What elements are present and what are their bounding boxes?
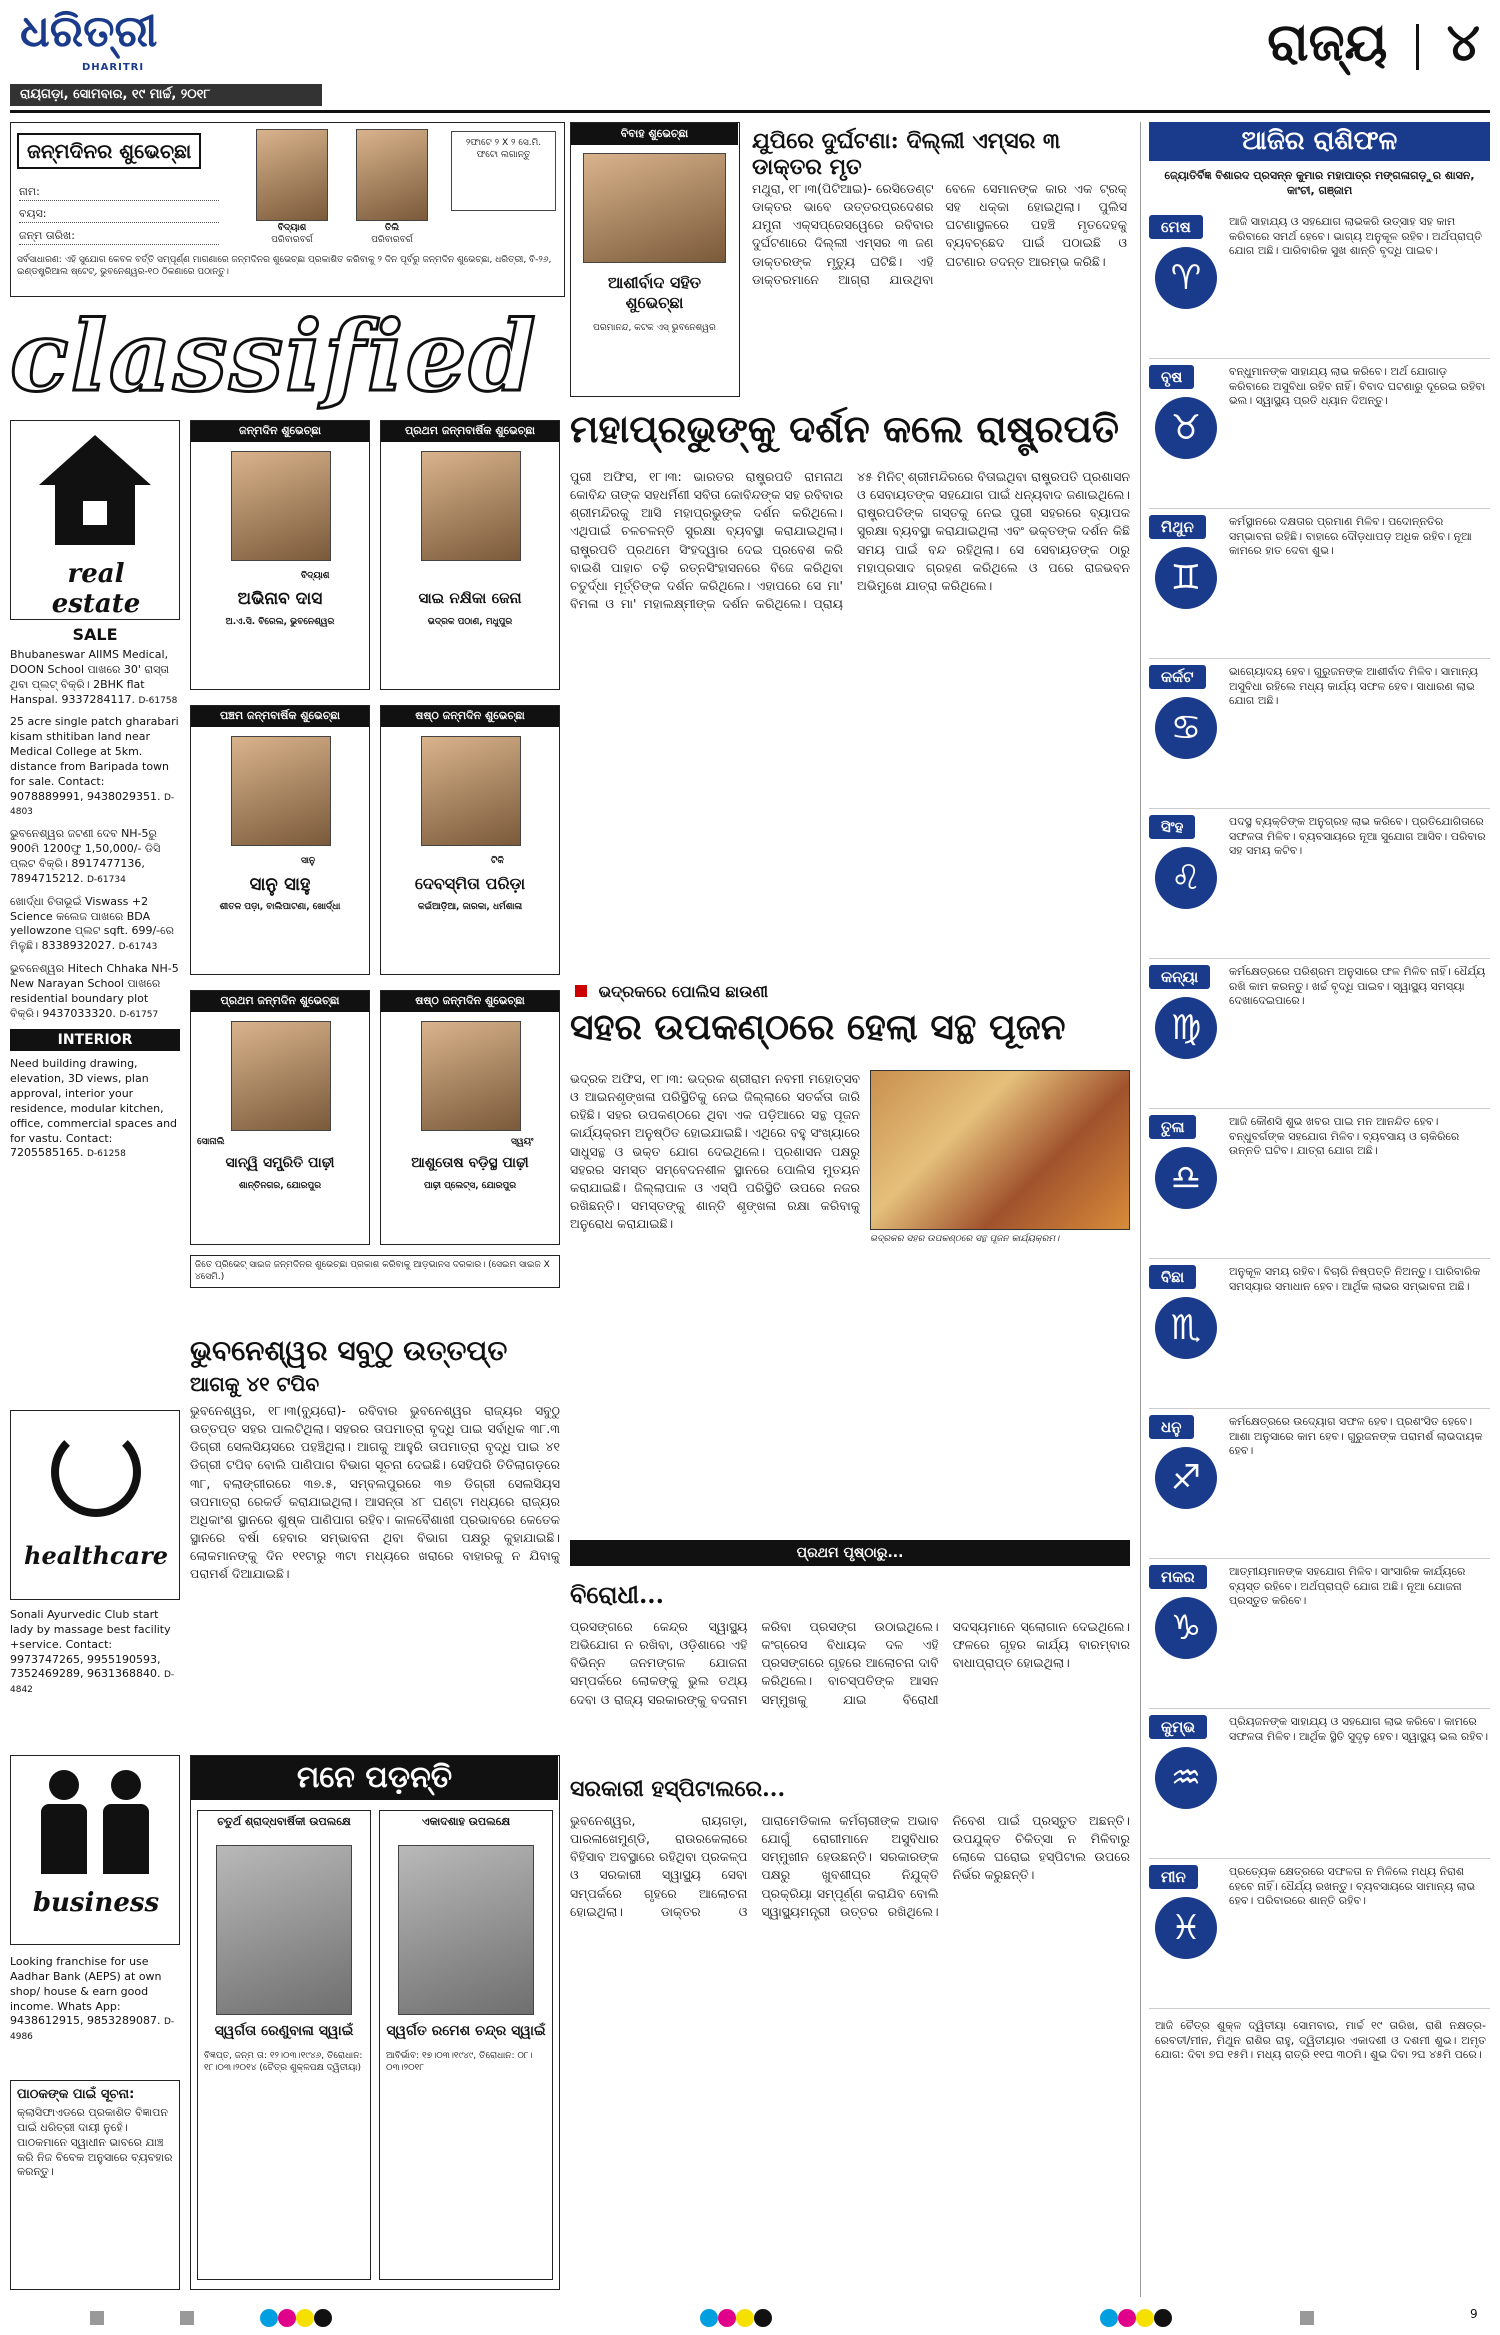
classified-ad-text: 25 acre single patch gharabari kisam sthitiban land near Medical College at 5km. distance from Baripada town for sale. Contact: 9078889991, 9438029351.	[10, 715, 179, 803]
story3-photo	[870, 1070, 1130, 1230]
greeting-tag: ଟିକି	[491, 856, 504, 866]
rashi-text: ଆତ୍ମୀୟମାନଙ୍କ ସହଯୋଗ ମିଳିବ। ସାଂସାରିକ କାର୍ଯ୍ୟରେ ବ୍ୟସ୍ତ ରହିବେ। ଅର୍ଥପ୍ରାପ୍ତି ଯୋଗ ଅଛି। ନୂଆ ଯୋଜନା ପ୍ରସ୍ତୁତ କରିବେ।	[1229, 1564, 1466, 1608]
greeting-card	[380, 990, 560, 1245]
greeting-card	[190, 990, 370, 1245]
birthday-strip-title-text: ଜନ୍ମଦିନର ଶୁଭେଚ୍ଛା	[27, 139, 192, 163]
realestate-label: real estate	[51, 559, 141, 619]
greeting-card	[190, 420, 370, 690]
businessman-icon-2	[111, 1770, 141, 1800]
folio-number: 9	[1470, 2307, 1478, 2321]
interior-ad-code: D-61258	[86, 1149, 126, 1160]
health-ad	[10, 1608, 180, 1697]
greeting-name: ସାନ୍ୱି ସମ୍ପ୍ରିତି ପାଢ଼ୀ	[225, 1155, 335, 1171]
rashi-name: କର୍କଟ	[1149, 665, 1206, 689]
reg-block	[180, 2311, 194, 2325]
horoscope-column	[1140, 122, 1490, 2297]
rashi-name: କୁମ୍ଭ	[1149, 1715, 1207, 1739]
wedding-title	[571, 123, 738, 145]
business-ad-text: Looking franchise for use Aadhar Bank (AEPS) at own shop/ house & earn good income. Whats App: 9438612915, 9853289087.	[10, 1955, 162, 2028]
greeting-sub: ଅ.ଏ.ସି. ବିରେଲ, ଭୁବନେଶ୍ୱର	[225, 617, 335, 627]
continued-label: ପ୍ରଥମ ପୃଷ୍ଠାରୁ...	[796, 1545, 904, 1561]
leo-icon: ♌	[1155, 847, 1217, 909]
birthday-photo-2	[356, 129, 428, 221]
story4-body: ଭୁବନେଶ୍ୱର, ୧୮।୩(ବ୍ୟୁରୋ)- ରବିବାର ଭୁବନେଶ୍ୱର ରାଜ୍ୟର ସବୁଠୁ ଉତ୍ତପ୍ତ ସହର ପାଲଟିଥିଲା। ସହରର ତାପମାତ୍ରା ବୃଦ୍ଧି ପାଇ ସର୍ବାଧିକ ୩୮.୩ ଡିଗ୍ରୀ ସେଲସିୟସରେ ପହଞ୍ଚିଥିଲା। ଆଗକୁ ଆହୁରି ତାପମାତ୍ରା ବୃଦ୍ଧି ପାଇ ୪୧ ଡିଗ୍ରୀ ଟପିବ ବୋଲି ପାଣିପାଗ ବିଭାଗ ସୂଚନା ଦେଇଛି। ସେହିପରି ତିତିଲାଗଡ଼ରେ ୩୮, ବଲାଙ୍ଗୀରରେ ୩୭.୫, ସମ୍ବଲପୁରରେ ୩୭ ଡିଗ୍ରୀ ସେଲସିୟସ ତାପମାତ୍ରା ରେକର୍ଡ କରାଯାଇଥିଲା। ଆସନ୍ତା ୪୮ ଘଣ୍ଟା ମଧ୍ୟରେ ରାଜ୍ୟର ଅଧିକାଂଶ ସ୍ଥାନରେ ଶୁଷ୍କ ପାଣିପାଗ ରହିବ। କାଳବୈଶାଖୀ ପ୍ରଭାବରେ କେତେକ ସ୍ଥାନରେ ବର୍ଷା ହେବାର ସମ୍ଭାବନା ଥିବା ବିଭାଗ ପକ୍ଷରୁ କୁହାଯାଇଛି। ଲୋକମାନଙ୍କୁ ଦିନ ୧୧ଟାରୁ ୩ଟା ମଧ୍ୟରେ ଖରାରେ ବାହାରକୁ ନ ଯିବାକୁ ପରାମର୍ଶ ଦିଆଯାଇଛି।	[190, 1403, 560, 1582]
rashi-item	[1149, 659, 1490, 809]
greeting-name: ଦେବସ୍ମିତା ପରିଡ଼ା	[414, 874, 526, 893]
section-name: ରାଜ୍ୟ	[1267, 12, 1388, 73]
greeting-title: ପ୍ରଥମ ଜନ୍ମଦିନ ଶୁଭେଚ୍ଛା	[191, 991, 369, 1012]
birthday-sub-2: ପରିବାରବର୍ଗ	[371, 235, 413, 245]
section-divider	[1416, 24, 1419, 70]
rashi-text: ବନ୍ଧୁମାନଙ୍କ ସାହାଯ୍ୟ ଲାଭ କରିବେ। ଅର୍ଥ ଯୋଗାଡ଼ କରିବାରେ ଅସୁବିଧା ରହିବ ନାହିଁ। ବିବାଦ ଘଟଣାରୁ ଦୂରେଇ ରହିବା ଭଲ। ସ୍ୱାସ୍ଥ୍ୟ ପ୍ରତି ଧ୍ୟାନ ଦିଅନ୍ତୁ।	[1229, 364, 1486, 408]
gemini-icon: ♊	[1155, 547, 1217, 609]
classified-word: classified	[10, 300, 538, 413]
wedding-photo	[583, 153, 726, 263]
story3-photo-caption: ଭଦ୍ରକର ସହର ଉପକଣ୍ଠରେ ସନ୍ଥ ପୂଜନ କାର୍ଯ୍ୟକ୍ରମ।	[870, 1234, 1060, 1244]
greeting-photo	[421, 1021, 521, 1131]
masthead-dateline	[10, 84, 322, 106]
rashi-text: ଆଜି କୌଣସି ଶୁଭ ଖବର ପାଇ ମନ ଆନନ୍ଦିତ ହେବ। ବନ୍ଧୁବର୍ଗଙ୍କ ସହଯୋଗ ମିଳିବ। ବ୍ୟବସାୟ ଓ ଚାକିରିରେ ଉନ୍ନତି ଘଟିବ। ଯାତ୍ରା ଯୋଗ ଅଛି।	[1229, 1114, 1460, 1158]
greeting-sub: ପାଢ଼ୀ ପ୍ଲେଟ୍ସ, ଯୋରପୁର	[423, 1181, 517, 1191]
rashi-text: କର୍ମକ୍ଷେତ୍ରରେ ଉଦ୍ୟୋଗ ସଫଳ ହେବ। ପ୍ରଶଂସିତ ହେବେ। ଆଶା ଅନୁସାରେ କାମ ହେବ। ଗୁରୁଜନଙ୍କ ପରାମର୍ଶ ଲାଭଦାୟକ ହେବ।	[1229, 1414, 1483, 1458]
masthead-rule	[10, 110, 1490, 113]
story2-body: ପୁରୀ ଅଫିସ, ୧୮।୩: ଭାରତର ରାଷ୍ଟ୍ରପତି ରାମନାଥ କୋବିନ୍ଦ ତାଙ୍କ ସହଧର୍ମିଣୀ ସବିତା କୋବିନ୍ଦଙ୍କ ସହ ରବିବାର ଶ୍ରୀମନ୍ଦିରକୁ ଆସି ମହାପ୍ରଭୁଙ୍କ ଦର୍ଶନ କରିଥିଲେ। ଏଥିପାଇଁ ଚଳଚଳନ୍ତି ସୁରକ୍ଷା ବ୍ୟବସ୍ଥା କରାଯାଇଥିଲା। ରାଷ୍ଟ୍ରପତି ପ୍ରଥମେ ସିଂହଦ୍ୱାର ଦେଇ ପ୍ରବେଶ କରି ବାଇଶି ପାହାଚ ଚଢ଼ି ରତ୍ନସିଂହାସନରେ ବିଜେ କରିଥିବା ଚତୁର୍ଦ୍ଧା ମୂର୍ତ୍ତିଙ୍କ ଦର୍ଶନ କରିଥିଲେ। ଏହାପରେ ସେ ମା' ବିମଳା ଓ ମା' ମହାଲକ୍ଷ୍ମୀଙ୍କ ଦର୍ଶନ କରିଥିଲେ। ପ୍ରାୟ ୪୫ ମିନିଟ୍ ଶ୍ରୀମନ୍ଦିରରେ ବିତାଇଥିବା ରାଷ୍ଟ୍ରପତି ପ୍ରଶାସନ ଓ ସେବାୟତଙ୍କ ସହଯୋଗ ପାଇଁ ଧନ୍ୟବାଦ ଜଣାଇଥିଲେ। ରାଷ୍ଟ୍ରପତିଙ୍କ ଗସ୍ତକୁ ନେଇ ପୁରୀ ସହରରେ ବ୍ୟାପକ ସୁରକ୍ଷା ବ୍ୟବସ୍ଥା କରାଯାଇଥିଲା ଏବଂ ଭକ୍ତଙ୍କ ଦର୍ଶନ କିଛି ସମୟ ପାଇଁ ବନ୍ଦ ରହିଥିଲା। ସେ ସେବାୟତଙ୍କ ଠାରୁ ମହାପ୍ରସାଦ ଗ୍ରହଣ କରିଥିଲେ ଓ ପରେ ରାଜଭବନ ଅଭିମୁଖେ ଯାତ୍ରା କରିଥିଲେ।	[570, 469, 1130, 611]
memorial-occasion: ଚତୁର୍ଥ ଶ୍ରାଦ୍ଧବାର୍ଷିକୀ ଉପଲକ୍ଷେ	[217, 1815, 351, 1828]
classified-ad-code: D-61758	[138, 695, 178, 706]
greeting-title: ଷଷ୍ଠ ଜନ୍ମଦିନ ଶୁଭେଚ୍ଛା	[381, 706, 559, 727]
birthday-name-1: ବିଦ୍ୟାଶ	[277, 223, 307, 233]
horoscope-footer: ଆଜି ଚୈତ୍ର ଶୁକ୍ଳ ଦ୍ୱିତୀୟା ସୋମବାର, ମାର୍ଚ୍ଚ ୧୯ ତାରିଖ, ରାଶି ନକ୍ଷତ୍ର-ରେବତୀ/ମୀନ, ମିଥୁନ ରାଶିର ରାହୁ, ଦ୍ୱିତୀୟାର ଏକାଦଶୀ ଓ ଦଶମୀ ଶୁଭ। ଅମୃତ ଯୋଗ: ଦିବା ୭ଘ ୧୫ମି। ମଧ୍ୟ ରାତ୍ରି ୧୧ଘ ୩୦ମି। ଶୁଭ ଦିବା ୨ଘ ୪୫ମି ପରେ।	[1155, 2018, 1486, 2062]
story3-body-col2	[870, 1255, 1130, 1530]
greeting-sub: ଶୀତଳ ପଡ଼ା, ବାଲିପାଟଣା, ଖୋର୍ଦ୍ଧା	[219, 902, 341, 912]
story3-kicker-text: ଭଦ୍ରକରେ ପୋଲିସ ଛାଉଣୀ	[598, 982, 769, 1001]
field-age-label: ବୟସ:	[19, 207, 219, 223]
birthday-strip-title	[17, 133, 201, 169]
health-ad-code: D-4842	[10, 1670, 175, 1696]
rashi-name: ଧନୁ	[1149, 1415, 1194, 1439]
memorial-occasion: ଏକାଦଶାହ ଉପଲକ୍ଷେ	[421, 1815, 511, 1828]
print-registration-strip	[0, 2305, 1500, 2335]
memorial-photo	[216, 1845, 352, 2015]
classified-ad-code: D-61757	[119, 1009, 159, 1020]
story1-body: ମଥୁରା, ୧୮।୩(ପିଟିଆଇ)- ରେସିଡେଣ୍ଟ ଡାକ୍ତର ଭାବେ ଉତ୍ତରପ୍ରଦେଶର ଯମୁନା ଏକ୍ସପ୍ରେସୱେରେ ରବିବାର ଦୁର୍ଘଟଣାରେ ଦିଲ୍ଲୀ ଏମ୍ସର ୩ ଜଣ ଡାକ୍ତରଙ୍କ ମୃତ୍ୟୁ ଘଟିଛି। ଏହି ଡାକ୍ତରମାନେ ଆଗ୍ରା ଯାଉଥିବା ବେଳେ ସେମାନଙ୍କ କାର ଏକ ଟ୍ରକ୍ ସହ ଧକ୍କା ହୋଇଥିଲା। ପୁଲିସ ଘଟଣାସ୍ଥଳରେ ପହଞ୍ଚି ମୃତଦେହକୁ ବ୍ୟବଚ୍ଛେଦ ପାଇଁ ପଠାଇଛି ଓ ଘଟଣାର ତଦନ୍ତ ଆରମ୍ଭ କରିଛି।	[752, 181, 1127, 287]
realestate-box	[10, 420, 180, 620]
greetings-note: ଜିତେ ପ୍ରିଭେଟ୍ ସାଇଜ ଜନ୍ମଦିନର ଶୁଭେଚ୍ଛା ପ୍ରକାଶ କରିବାକୁ ଆଡ଼ଭାନସ ଦରକାର। (ସେଇମ ସାଇଜ X ୪ସେମି.)	[190, 1255, 560, 1288]
stethoscope-icon	[51, 1427, 141, 1517]
greeting-photo	[421, 451, 521, 561]
horoscope-list	[1149, 209, 1490, 2009]
business-ad-code: D-4986	[10, 2017, 175, 2043]
pisces-icon: ♓	[1155, 1897, 1217, 1959]
rashi-name: କନ୍ୟା	[1149, 965, 1210, 989]
rashi-item	[1149, 959, 1490, 1109]
rashi-name: ମକର	[1149, 1565, 1207, 1589]
rashi-item	[1149, 1109, 1490, 1259]
field-dob-label: ଜନ୍ମ ତାରିଖ:	[19, 229, 219, 245]
greeting-title: ପଞ୍ଚମ ଜନ୍ମବାର୍ଷିକ ଶୁଭେଚ୍ଛା	[191, 706, 369, 727]
memorial-card	[379, 1810, 553, 2280]
greeting-tag: ସୋନାଲି	[197, 1137, 225, 1147]
dateline-text: ରାୟଗଡ଼ା, ସୋମବାର, ୧୯ ମାର୍ଚ୍ଚ, ୨୦୧୮	[20, 87, 211, 102]
page-number: ୪	[1446, 12, 1480, 73]
memorial-detail: ବିଜ୍ଞପ୍ତ, ଜନ୍ମ ତା: ୧୨।୦୩।୧୯୪୬, ତିରୋଧାନ: ୧୮।୦୩।୨୦୧୪ (ଚୈତ୍ର ଶୁକ୍ଳପକ୍ଷ ଦ୍ୱିତୀୟା)	[204, 2051, 363, 2073]
wedding-box	[570, 122, 740, 397]
classified-ad	[10, 648, 180, 707]
rashi-text: ଭାଗ୍ୟୋଦୟ ହେବ। ଗୁରୁଜନଙ୍କ ଆଶୀର୍ବାଦ ମିଳିବ। ସାମାନ୍ୟ ଅସୁବିଧା ରହିଲେ ମଧ୍ୟ କାର୍ଯ୍ୟ ସଫଳ ହେବ। ସାଧାରଣ ଲାଭ ଯୋଗ ଅଛି।	[1229, 664, 1478, 708]
house-icon	[39, 435, 151, 485]
greeting-title: ଷଷ୍ଠ ଜନ୍ମଦିନ ଶୁଭେଚ୍ଛା	[381, 991, 559, 1012]
interior-ad-text: Need building drawing, elevation, 3D views, plan approval, interior your residence, modular kitchen, office, commercial spaces and for vastu. Contact: 7205585165.	[10, 1057, 178, 1160]
businessman-icon-2-body	[103, 1804, 149, 1874]
virgo-icon: ♍	[1155, 997, 1217, 1059]
story4-subhead: ଆଗକୁ ୪୧ ଟପିବ	[190, 1372, 320, 1396]
birthday-strip	[10, 122, 565, 297]
reader-notice-text: କ୍ଲାସିଫାଏଡରେ ପ୍ରକାଶିତ ବିଜ୍ଞାପନ ପାଇଁ ଧରିତ୍ରୀ ଦାୟୀ ନୁହେଁ। ପାଠକମାନେ ସ୍ୱାଧୀନ ଭାବରେ ଯାଞ୍ଚ କରି ନିଜ ବିବେକ ଅନୁସାରେ ବ୍ୟବହାର କରନ୍ତୁ।	[17, 2106, 173, 2179]
rashi-item	[1149, 359, 1490, 509]
greeting-name: ସାନୁ ସାହୁ	[249, 874, 311, 895]
businessman-icon-body	[41, 1804, 87, 1874]
rashi-item	[1149, 1409, 1490, 1559]
story5-headline: ବିରୋଧୀ...	[570, 1580, 665, 1609]
classified-ad	[10, 715, 180, 819]
greeting-title: ଜନ୍ମଦିନ ଶୁଭେଚ୍ଛା	[191, 421, 369, 442]
rashi-text: ପଦସ୍ଥ ବ୍ୟକ୍ତିଙ୍କ ଅନୁଗ୍ରହ ଲାଭ କରିବେ। ପ୍ରତିଯୋଗିତାରେ ସଫଳତା ମିଳିବ। ବ୍ୟବସାୟରେ ନୂଆ ସୁଯୋଗ ଆସିବ। ପରିବାର ସହ ସମୟ କଟିବ।	[1229, 814, 1486, 858]
rashi-item	[1149, 1559, 1490, 1709]
sagittarius-icon: ♐	[1155, 1447, 1217, 1509]
memorial-photo	[398, 1845, 534, 2015]
cancer-icon: ♋	[1155, 697, 1217, 759]
memorial-name: ସ୍ୱର୍ଗତା ରେଣୁବାଳା ସ୍ୱାଇଁ	[214, 2023, 354, 2039]
story1-headline: ଯୁପିରେ ଦୁର୍ଘଟଣା: ଦିଲ୍ଲୀ ଏମ୍ସର ୩ ଡାକ୍ତର ମୃତ	[752, 128, 1061, 181]
aries-icon: ♈	[1155, 247, 1217, 309]
capricorn-icon: ♑	[1155, 1597, 1217, 1659]
scorpio-icon: ♏	[1155, 1297, 1217, 1359]
greeting-sub: କଇଁଆଡ଼ିଆ, ଜାରକା, ଧର୍ମଶାଳା	[417, 902, 523, 912]
birthday-fields	[19, 185, 219, 245]
classified-ad-text: ଭୁବନେଶ୍ୱର Hitech Chhaka NH-5 New Narayan School ପାଖରେ residential boundary plot ବିକ୍ରି। 9437033320.	[10, 962, 179, 1020]
story3-kicker	[575, 982, 768, 1002]
greeting-photo	[231, 451, 331, 561]
story6-body: ଭୁବନେଶ୍ୱର, ରାୟଗଡ଼ା, ପାରଳାଖେମୁଣ୍ଡି, ରାଉରକେଲାରେ ବିହିସାବ ଅବସ୍ଥାରେ ରହିଥିବା ପ୍ରକଳ୍ପ ଓ ସରକାରୀ ସ୍ୱାସ୍ଥ୍ୟ ସେବା ସମ୍ପର୍କରେ ଗୃହରେ ଆଲୋଚନା ହୋଇଥିଲା। ଡାକ୍ତର ଓ ପାରାମେଡିକାଲ କର୍ମଚାରୀଙ୍କ ଅଭାବ ଯୋଗୁଁ ରୋଗୀମାନେ ଅସୁବିଧାର ସମ୍ମୁଖୀନ ହେଉଛନ୍ତି। ସରକାରଙ୍କ ପକ୍ଷରୁ ଖୁବଶୀଘ୍ର ନିଯୁକ୍ତି ପ୍ରକ୍ରିୟା ସମ୍ପୂର୍ଣ୍ଣ କରାଯିବ ବୋଲି ସ୍ୱାସ୍ଥ୍ୟମନ୍ତ୍ରୀ ଉତ୍ତର ରଖିଥିଲେ। ନିବେଶ ପାଇଁ ପ୍ରସ୍ତୁତ ଅଛନ୍ତି। ଉପଯୁକ୍ତ ଚିକିତ୍ସା ନ ମିଳିବାରୁ ଲୋକେ ଘରୋଇ ହସ୍ପିଟାଲ ଉପରେ ନିର୍ଭର କରୁଛନ୍ତି।	[570, 1813, 1130, 1919]
rashi-name: ସିଂହ	[1149, 815, 1195, 839]
birthday-footer: ସର୍ବସାଧାରଣ: ଏହି ସୁଯୋଗ କେବଳ ବର୍ତ୍ତି ସମ୍ପୂର୍ଣ୍ଣ ମାଗଣାରେ ଜନ୍ମଦିନର ଶୁଭେଚ୍ଛା ପ୍ରକାଶିତ କରିବାକୁ ୨ ଦିନ ପୂର୍ବରୁ ଜନ୍ମଦିନ ଶୁଭେଚ୍ଛା, ଧରିତ୍ରୀ, ବି-୨୬, ଇଣ୍ଡଷ୍ଟ୍ରିଆଲ ଷ୍ଟେଟ୍, ଭୁବନେଶ୍ୱର-୧୦ ଠିକଣାରେ ପଠାନ୍ତୁ।	[17, 255, 552, 277]
rashi-text: ପ୍ରତ୍ୟେକ କ୍ଷେତ୍ରରେ ସଫଳତା ନ ମିଳିଲେ ମଧ୍ୟ ନିରାଶ ହେବେ ନାହିଁ। ଧୈର୍ଯ୍ୟ ରଖନ୍ତୁ। ବ୍ୟବସାୟରେ ସାମାନ୍ୟ ଲାଭ ହେବ। ପରିବାରରେ ଶାନ୍ତି ରହିବ।	[1229, 1864, 1476, 1908]
rashi-item	[1149, 1709, 1490, 1859]
masthead	[10, 6, 1490, 106]
greeting-card	[190, 705, 370, 975]
birthday-name-2: ତିଲି	[384, 223, 400, 233]
interior-title: INTERIOR	[10, 1029, 180, 1051]
greeting-photo	[231, 1021, 331, 1131]
birthday-photo-1	[256, 129, 328, 221]
classified-ad-text: ଖୋର୍ଦ୍ଧା ଚିତାଭୂଇଁ Viswass +2 Science କଲେଜ ପାଖରେ BDA yellowzone ପ୍ଲଟ sqft. 699/-ରେ ମିଳୁଛି। 8338932027.	[10, 894, 174, 953]
rashi-name: ମେଷ	[1149, 215, 1203, 239]
classified-ad-code: D-61734	[86, 874, 126, 885]
rashi-text: ଅନୁକୂଳ ସମୟ ରହିବ। ବିଚାରି ନିଷ୍ପତ୍ତି ନିଅନ୍ତୁ। ପାରିବାରିକ ସମସ୍ୟାର ସମାଧାନ ହେବ। ଆର୍ଥିକ ଲାଭର ସମ୍ଭାବନା ଅଛି।	[1229, 1264, 1481, 1293]
classified-ad	[10, 895, 180, 954]
health-ad-text: Sonali Ayurvedic Club start lady by massage best facility +service. Contact: 9973747265, 9955190593, 7352469289, 9631368840.	[10, 1608, 171, 1681]
greeting-title: ପ୍ରଥମ ଜନ୍ମବାର୍ଷିକ ଶୁଭେଚ୍ଛା	[381, 421, 559, 442]
reader-notice	[10, 2080, 180, 2290]
wedding-title-text: ବିବାହ ଶୁଭେଚ୍ଛା	[620, 127, 689, 140]
reg-dots	[260, 2309, 332, 2331]
rashi-text: ଆଜି ସାହାଯ୍ୟ ଓ ସହଯୋଗ ଲାଭକରି ଉତ୍ସାହ ସହ କାମ କରିବାରେ ସମର୍ଥ ହେବେ। ଭାଗ୍ୟ ଅନୁକୂଳ ରହିବ। ଅର୍ଥପ୍ରାପ୍ତି ଯୋଗ ଅଛି। ପାରିବାରିକ ସୁଖ ଶାନ୍ତି ବୃଦ୍ଧି ପାଇବ।	[1229, 214, 1482, 258]
rashi-item	[1149, 1259, 1490, 1409]
memorial-detail: ଆବିର୍ଭାବ: ୧୭।୦୩।୧୯୪୯, ତିରୋଧାନ: ୦୮।୦୩।୨୦୧୮	[386, 2051, 533, 2073]
greeting-sub: ଭଦ୍ରକ ପଠାଣ, ମଧୁପୁର	[427, 617, 513, 627]
businessman-icon	[49, 1770, 79, 1800]
reg-dots	[700, 2309, 772, 2331]
horoscope-byline: ଜ୍ୟୋତିର୍ବିଜ୍ଞ ବିଶାରଦ ପ୍ରସନ୍ନ କୁମାର ମହାପାତ୍ର ମଙ୍ଗଳାଗଡ଼ୁର ଶାସନ, କାଂଚୀ, ଗଞ୍ଜାମ	[1164, 169, 1475, 197]
story3-headline: ସହର ଉପକଣ୍ଠରେ ହେଲା ସନ୍ଥ ପୂଜନ	[570, 1006, 1066, 1048]
greeting-tag: ସାନୁ	[301, 856, 316, 866]
house-window	[83, 501, 107, 525]
rashi-name: ବିଛା	[1149, 1265, 1196, 1289]
greeting-photo	[421, 736, 521, 846]
greetings-grid	[190, 420, 560, 1300]
greeting-tag: ବିଦ୍ୟାଶ	[301, 571, 330, 581]
memorial-title-bar	[191, 1756, 558, 1800]
reader-notice-title: ପାଠକଙ୍କ ପାଇଁ ସୂଚନା:	[17, 2087, 135, 2102]
greeting-name: ସାଇ ନକ୍ଷିକା ଜେନା	[418, 589, 522, 607]
aquarius-icon: ♒	[1155, 1747, 1217, 1809]
rashi-text: କର୍ମସ୍ଥାନରେ ଦକ୍ଷତାର ପ୍ରମାଣ ମିଳିବ। ପଦୋନ୍ନତିର ସମ୍ଭାବନା ରହିଛି। ବାହାରେ ଦୌଡ଼ଧାପଡ଼ ଅଧିକ ରହିବ। ନୂଆ କାମରେ ହାତ ଦେବା ଶୁଭ।	[1229, 514, 1472, 558]
photo-size-note: ୨ଫାଟେ ୨ X ୨ ସେ.ମି. ଫଟୋ ଲଗାନ୍ତୁ	[451, 131, 556, 211]
classified-ad-code: D-4803	[10, 792, 175, 818]
rashi-name: ମିଥୁନ	[1149, 515, 1206, 539]
horoscope-title: ଆଜିର ରାଶିଫଳ	[1149, 122, 1490, 161]
section-label	[1267, 12, 1480, 74]
greeting-sub: ଶାନ୍ତିନଗର, ଯୋରପୁର	[238, 1181, 322, 1191]
birthday-sub-1: ପରିବାରବର୍ଗ	[271, 235, 313, 245]
rashi-item	[1149, 209, 1490, 359]
greeting-photo	[231, 736, 331, 846]
memorial-title: ମନେ ପଡ଼ନ୍ତି	[296, 1760, 453, 1795]
classified-ad-text: Bhubaneswar AIIMS Medical, DOON School ପାଖରେ 30' ରାସ୍ତା ଥିବା ପ୍ଲଟ୍ ବିକ୍ରି। 2BHK flat Hanspal. 9337284117.	[10, 648, 170, 706]
greeting-name: ଆଶୁତୋଷ ବଡ଼ିସ୍ଥ ପାଢ଼ୀ	[411, 1155, 529, 1171]
libra-icon: ♎	[1155, 1147, 1217, 1209]
taurus-icon: ♉	[1155, 397, 1217, 459]
greeting-card	[380, 420, 560, 690]
rashi-name: ମୀନ	[1149, 1865, 1198, 1889]
story2-headline: ମହାପ୍ରଭୁଙ୍କୁ ଦର୍ଶନ କଲେ ରାଷ୍ଟ୍ରପତି	[570, 406, 1119, 451]
memorial-box	[190, 1755, 560, 2290]
story4-headline: ଭୁବନେଶ୍ୱର ସବୁଠୁ ଉତ୍ତପ୍ତ	[190, 1334, 508, 1367]
classified-banner	[10, 300, 565, 413]
classified-ads-list	[10, 648, 180, 1169]
memorial-name: ସ୍ୱର୍ଗତ ରମେଶ ଚନ୍ଦ୍ର ସ୍ୱାଇଁ	[386, 2023, 546, 2039]
wedding-text: ଆଶୀର୍ବାଦ ସହିତ ଶୁଭେଚ୍ଛା	[607, 273, 702, 312]
rashi-text: ପ୍ରିୟଜନଙ୍କ ସାହାଯ୍ୟ ଓ ସହଯୋଗ ଲାଭ କରିବେ। କାମରେ ସଫଳତା ମିଳିବ। ଆର୍ଥିକ ସ୍ଥିତି ସୁଦୃଢ଼ ହେବ। ସ୍ୱାସ୍ଥ୍ୟ ଭଲ ରହିବ।	[1229, 1714, 1489, 1743]
greeting-tag: ସ୍ୱୟଂ	[511, 1137, 534, 1147]
wedding-caption: ପରମାନନ୍ଦ, କଟକ ଏସ୍ ଭୁବନେଶ୍ୱର	[593, 323, 716, 333]
memorial-card	[197, 1810, 371, 2280]
rashi-text: କର୍ମକ୍ଷେତ୍ରରେ ପରିଶ୍ରମ ଅନୁସାରେ ଫଳ ମିଳିବ ନାହିଁ। ଧୈର୍ଯ୍ୟ ରଖି କାମ କରନ୍ତୁ। ଖର୍ଚ୍ଚ ବୃଦ୍ଧି ପାଇବ। ସ୍ୱାସ୍ଥ୍ୟ ସମସ୍ୟା ଦେଖାଦେଇପାରେ।	[1229, 964, 1486, 1008]
kicker-square-icon	[575, 985, 587, 997]
interior-ad	[10, 1057, 180, 1161]
reg-block	[90, 2311, 104, 2325]
story3-body: ଭଦ୍ରକ ଅଫିସ, ୧୮।୩: ଭଦ୍ରକ ଶ୍ରୀରାମ ନବମୀ ମହୋତ୍ସବ ଓ ଆଇନଶୃଙ୍ଖଳା ପରିସ୍ଥିତିକୁ ନେଇ ଜିଲ୍ଲାରେ ସତର୍କତା ଜାରି ରହିଛି। ସହର ଉପକଣ୍ଠରେ ଥିବା ଏକ ପଡ଼ିଆରେ ସନ୍ଥ ପୂଜନ କାର୍ଯ୍ୟକ୍ରମ ଅନୁଷ୍ଠିତ ହୋଇଯାଇଛି। ଏଥିରେ ବହୁ ସଂଖ୍ୟାରେ ସାଧୁସନ୍ଥ ଓ ଭକ୍ତ ଯୋଗ ଦେଇଥିଲେ। ପ୍ରଶାସନ ପକ୍ଷରୁ ସହରର ସମସ୍ତ ସମ୍ବେଦନଶୀଳ ସ୍ଥାନରେ ପୋଲିସ ମୁତୟନ କରାଯାଇଛି। ଜିଲ୍ଲାପାଳ ଓ ଏସ୍ପି ପରିସ୍ଥିତି ଉପରେ ନଜର ରଖିଛନ୍ତି। ସମସ୍ତଙ୍କୁ ଶାନ୍ତି ଶୃଙ୍ଖଳା ରକ୍ଷା କରିବାକୁ ଅନୁରୋଧ କରାଯାଇଛି।	[570, 1071, 860, 1231]
reg-block	[1300, 2311, 1314, 2325]
business-box	[10, 1755, 180, 1945]
reg-dots	[1100, 2309, 1172, 2331]
rashi-item	[1149, 809, 1490, 959]
masthead-logo: ଧରିତ୍ରୀ	[20, 6, 158, 57]
healthcare-label: healthcare	[24, 1541, 168, 1570]
rashi-name: ତୁଳା	[1149, 1115, 1196, 1139]
business-label: business	[32, 1888, 160, 1918]
classified-ad-text: ଭୁବନେଶ୍ୱର ଜଟଣୀ ଦେବ NH-5ରୁ 900ମି 1200ଫୁ 1,50,000/- ଡିସି ପ୍ଲଟ ବିକ୍ରି। 8917477136, 7894715212.	[10, 827, 161, 885]
rashi-item	[1149, 1859, 1490, 2009]
greeting-name: ଅଭିନାବ ଦାସ	[237, 589, 323, 609]
story5-body: ପ୍ରସଙ୍ଗରେ କେନ୍ଦ୍ର ସ୍ୱାସ୍ଥ୍ୟ ଅଭିଯୋଗ ନ ରଖିବା, ଓଡ଼ିଶାରେ ଏହି ବିଭିନ୍ନ ଜନମଙ୍ଗଳ ଯୋଜନା ସମ୍ପର୍କରେ ଲୋକଙ୍କୁ ଭୁଲ ତଥ୍ୟ ଦେବା ଓ ରାଜ୍ୟ ସରକାରଙ୍କୁ ବଦନାମ କରିବା ପ୍ରସଙ୍ଗ ଉଠାଇଥିଲେ। କଂଗ୍ରେସ ବିଧାୟକ ଦଳ ଏହି ପ୍ରସଙ୍ଗରେ ଗୃହରେ ଆଲୋଚନା ଦାବି କରିଥିଲେ। ବାଚସ୍ପତିଙ୍କ ଆସନ ସମ୍ମୁଖକୁ ଯାଇ ବିରୋଧୀ ସଦସ୍ୟମାନେ ସ୍ଲୋଗାନ ଦେଇଥିଲେ। ଫଳରେ ଗୃହର କାର୍ଯ୍ୟ ବାରମ୍ବାର ବାଧାପ୍ରାପ୍ତ ହୋଇଥିଲା।	[570, 1619, 1130, 1707]
field-name-label: ନାମ:	[19, 185, 219, 201]
business-ad	[10, 1955, 180, 2044]
continued-bar	[570, 1540, 1130, 1566]
classified-ad	[10, 827, 180, 886]
healthcare-box	[10, 1410, 180, 1600]
classified-ad-code: D-61743	[118, 942, 158, 953]
classified-ad	[10, 962, 180, 1021]
rashi-name: ବୃଷ	[1149, 365, 1194, 389]
greeting-card	[380, 705, 560, 975]
story6-headline: ସରକାରୀ ହସ୍ପିଟାଲରେ...	[570, 1776, 786, 1802]
masthead-logo-sub: DHARITRI	[82, 62, 145, 73]
rashi-item	[1149, 509, 1490, 659]
sale-title: SALE	[72, 625, 118, 644]
